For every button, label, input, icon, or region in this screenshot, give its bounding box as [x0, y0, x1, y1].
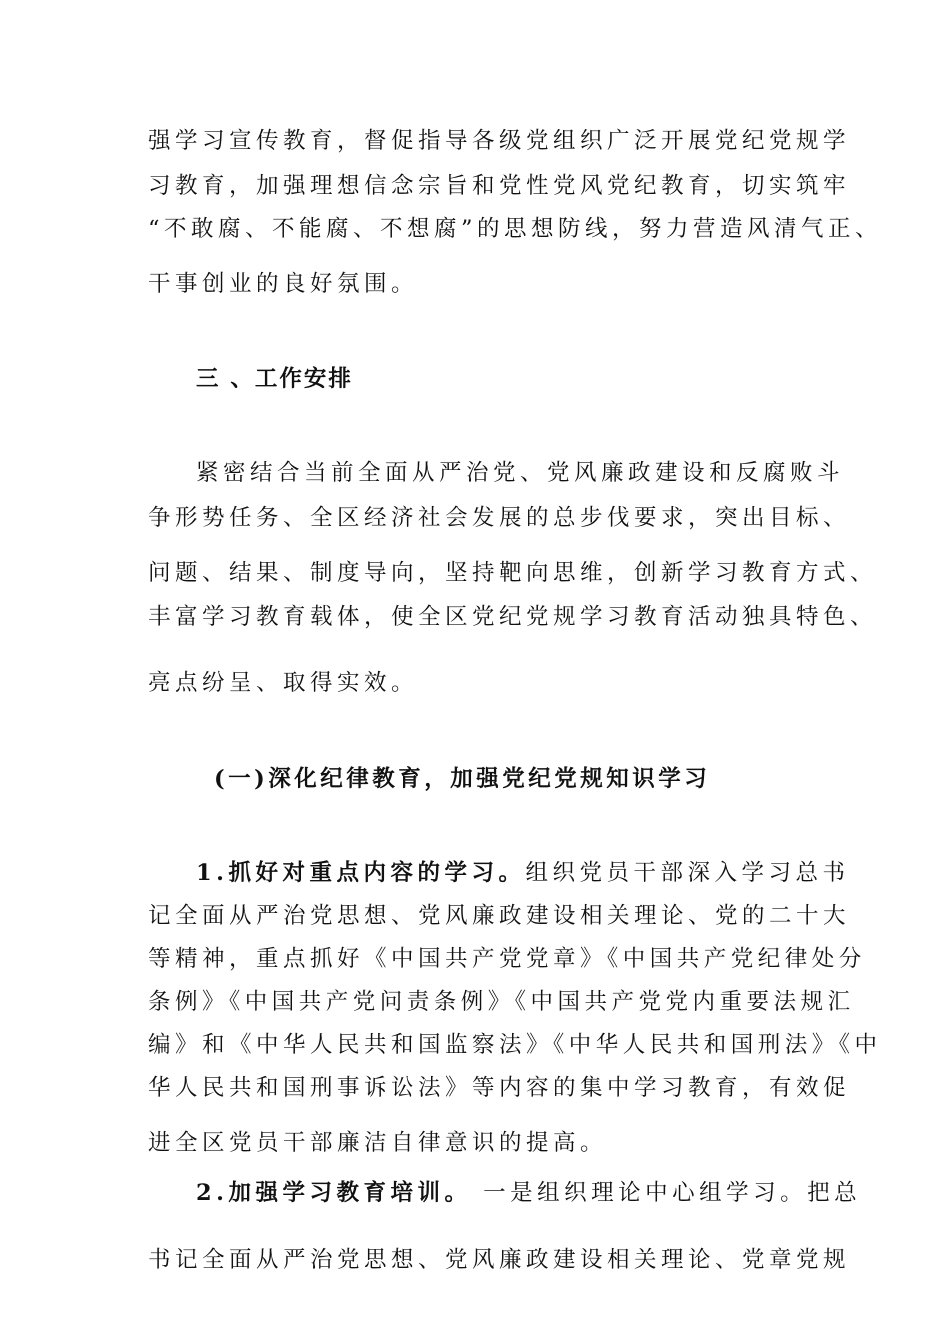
paragraph-line: 进全区党员干部廉洁自律意识的提高。	[148, 1130, 608, 1156]
paragraph-line: 问题、结果、制度导向，坚持靶向思维，创新学习教育方式、	[148, 560, 878, 586]
subsection-heading: (一)深化纪律教育，加强党纪党规知识学习	[214, 766, 711, 792]
paragraph-line: 条例》《中国共产党问责条例》《中国共产党党内重要法规汇	[148, 989, 855, 1015]
paragraph-line: 书记全面从严治党思想、党风廉政建设相关理论、党章党规	[148, 1247, 851, 1273]
paragraph-line: 等精神，重点抓好《中国共产党党章》《中国共产党纪律处分	[148, 946, 866, 972]
paragraph-line: 习教育，加强理想信念宗旨和党性党风党纪教育，切实筑牢	[148, 173, 851, 199]
paragraph-line: 记全面从严治党思想、党风廉政建设相关理论、党的二十大	[148, 903, 851, 929]
item-one-first-line	[196, 858, 850, 888]
section-heading: 三 、工作安排	[196, 366, 353, 392]
paragraph-line: 亮点纷呈、取得实效。	[148, 670, 419, 696]
paragraph-line: 华人民共和国刑事诉讼法》等内容的集中学习教育，有效促	[148, 1075, 851, 1101]
paragraph-line: 丰富学习教育载体，使全区党纪党规学习教育活动独具特色、	[148, 604, 878, 630]
item-text: 一是组织理论中心组学习。把总	[471, 1180, 862, 1206]
item-text: 组织党员干部深入学习总书	[525, 860, 850, 886]
item-lead: 2.加强学习教育培训。	[196, 1180, 472, 1206]
item-two-first-line	[196, 1178, 861, 1208]
paragraph-line: 争形势任务、全区经济社会发展的总步伐要求，突出目标、	[148, 505, 851, 531]
paragraph-line: “不敢腐、不能腐、不想腐”的思想防线，努力营造风清气正、	[148, 216, 883, 242]
paragraph-line: 编》和《中华人民共和国监察法》《中华人民共和国刑法》《中	[148, 1032, 882, 1058]
paragraph-line: 紧密结合当前全面从严治党、党风廉政建设和反腐败斗	[196, 460, 845, 486]
paragraph-line: 强学习宣传教育，督促指导各级党组织广泛开展党纪党规学	[148, 128, 851, 154]
paragraph-line: 干事创业的良好氛围。	[148, 271, 419, 297]
item-lead: 1.抓好对重点内容的学习。	[196, 860, 526, 886]
